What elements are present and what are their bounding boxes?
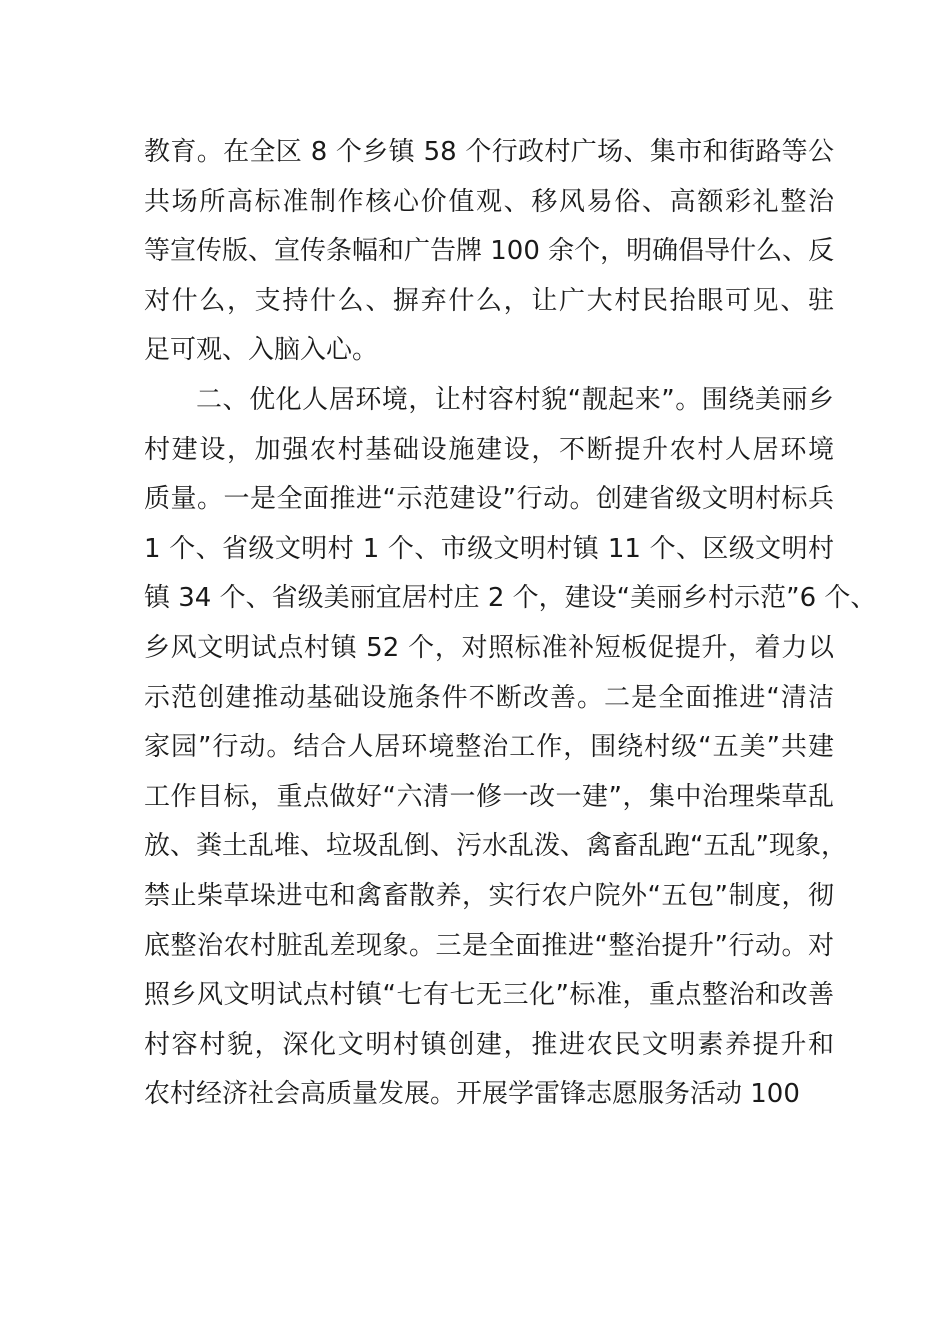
body-text — [144, 128, 877, 1120]
text-line-4: 对什么，支持什么、摒弃什么，让广大村民抬眼可见、驻 — [144, 285, 834, 316]
text-line-11: 乡风文明试点村镇 52 个，对照标准补短板促提升，着力以 — [144, 632, 834, 663]
text-line-2: 共场所高标准制作核心价值观、移风易俗、高额彩礼整治 — [144, 186, 834, 217]
text-line-10: 镇 34 个、省级美丽宜居村庄 2 个，建设“美丽乡村示范”6 个、 — [144, 583, 877, 614]
text-line-17: 底整治农村脏乱差现象。三是全面推进“整治提升”行动。对 — [144, 930, 834, 961]
text-line-19: 村容村貌，深化文明村镇创建，推进农民文明素养提升和 — [144, 1029, 834, 1060]
text-line-20: 农村经济社会高质量发展。开展学雷锋志愿服务活动 100 — [144, 1079, 800, 1110]
text-line-15: 放、粪土乱堆、垃圾乱倒、污水乱泼、禽畜乱跑“五乱”现象， — [144, 831, 847, 862]
text-line-18: 照乡风文明试点村镇“七有七无三化”标准，重点整治和改善 — [144, 980, 834, 1011]
text-line-5: 足可观、入脑入心。 — [144, 335, 379, 366]
text-line-8: 质量。一是全面推进“示范建设”行动。创建省级文明村标兵 — [144, 484, 834, 515]
text-line-9: 1 个、省级文明村 1 个、市级文明村镇 11 个、区级文明村 — [144, 533, 834, 564]
text-line-1: 教育。在全区 8 个乡镇 58 个行政村广场、集市和街路等公 — [144, 137, 834, 167]
text-line-3: 等宣传版、宣传条幅和广告牌 100 余个，明确倡导什么、反 — [144, 236, 835, 267]
text-line-7: 村建设，加强农村基础设施建设，不断提升农村人居环境 — [144, 434, 834, 465]
text-line-14: 工作目标，重点做好“六清一修一改一建”，集中治理柴草乱 — [144, 781, 834, 812]
section-heading-line: 二、优化人居环境，让村容村貌“靓起来”。围绕美丽乡 — [196, 384, 834, 415]
text-line-13: 家园”行动。结合人居环境整治工作，围绕村级“五美”共建 — [144, 732, 834, 763]
text-line-12: 示范创建推动基础设施条件不断改善。二是全面推进“清洁 — [144, 682, 834, 713]
text-line-16: 禁止柴草垛进屯和禽畜散养，实行农户院外“五包”制度，彻 — [144, 880, 834, 911]
